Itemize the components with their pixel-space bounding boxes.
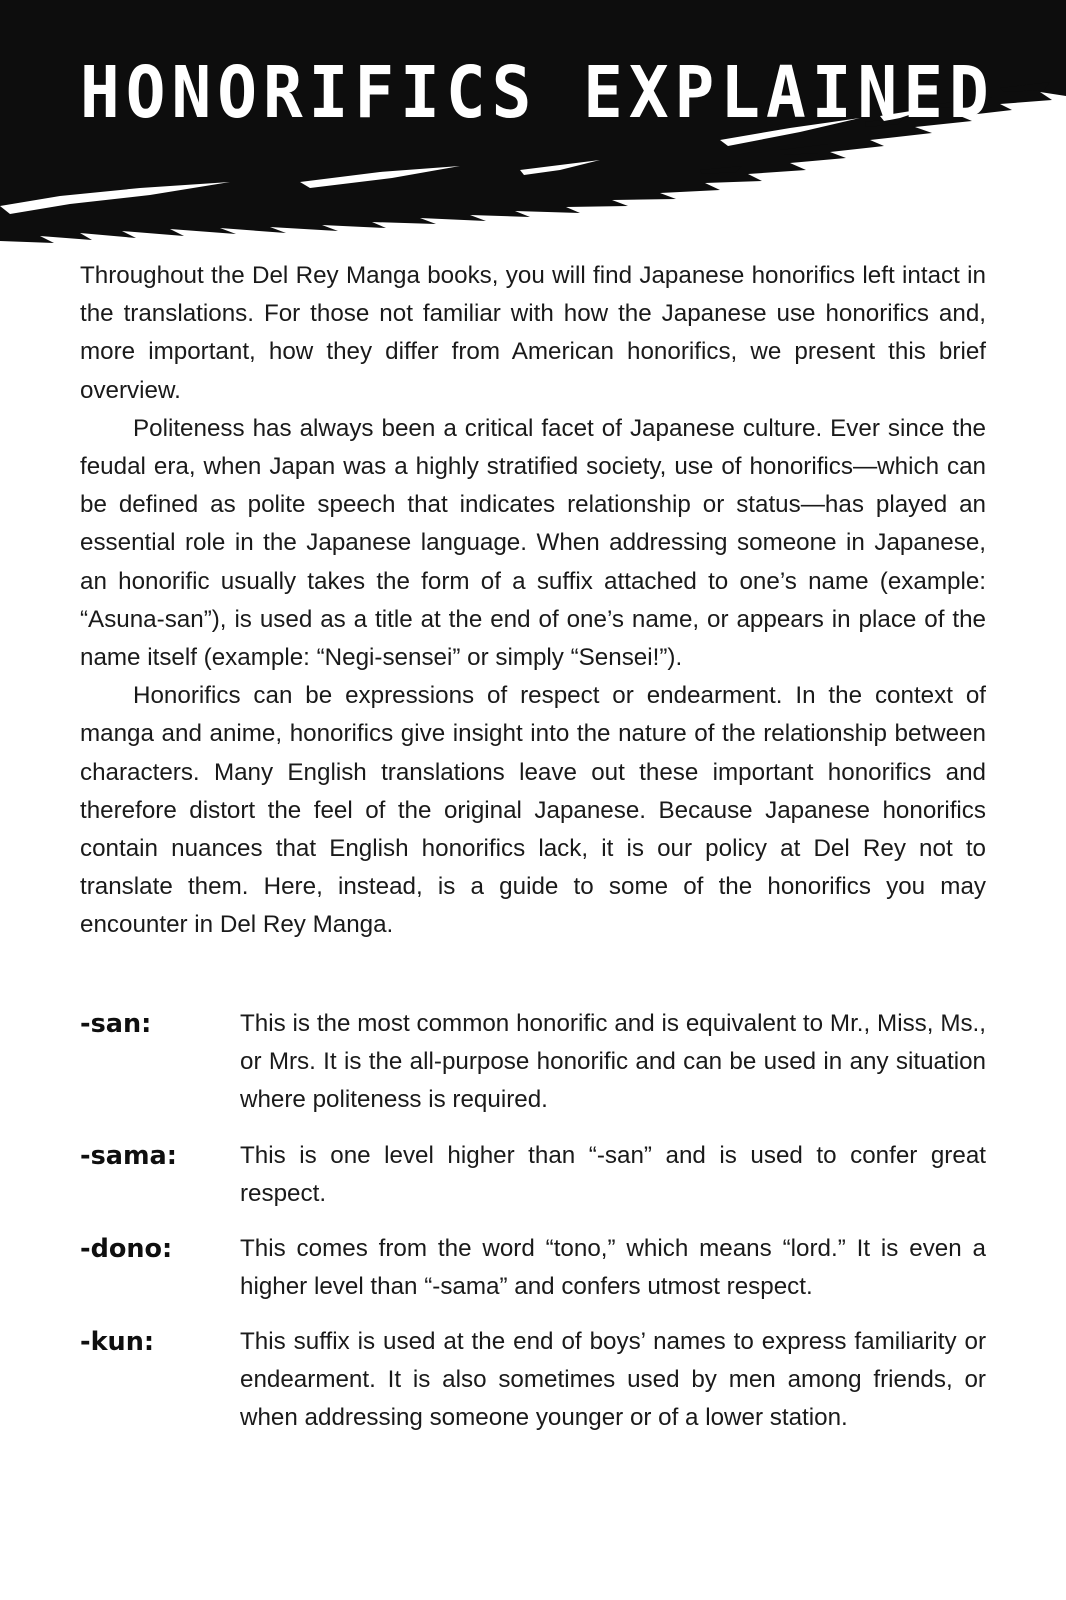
brush-stroke-banner bbox=[0, 0, 1066, 245]
intro-text bbox=[80, 257, 986, 945]
honorific-definition: This is one level higher than “-san” and is used to confer great respect. bbox=[240, 1142, 986, 1208]
honorific-term: -kun: bbox=[80, 1327, 155, 1357]
honorific-definition: This is the most common honorific and is equivalent to Mr., Miss, Ms., or Mrs. It is the all-purpose honorific and can be used in any situation where politeness is required. bbox=[240, 1010, 986, 1114]
honorific-term: -sama: bbox=[80, 1141, 177, 1171]
honorific-definition: This comes from the word “tono,” which means “lord.” It is even a higher level than “-sama” and confers utmost respect. bbox=[240, 1235, 986, 1301]
honorific-definition: This suffix is used at the end of boys’ names to express familiarity or endearment. It is also sometimes used by men among friends, or when addressing someone younger or of a lower station. bbox=[240, 1328, 986, 1432]
honorific-term: -dono: bbox=[80, 1234, 173, 1264]
intro-paragraph: Politeness has always been a critical facet of Japanese culture. Ever since the feudal era, when Japan was a highly stratified society, use of honorifics—which can be defined as polite speech that indicates relationship or status—has played an essential role in the Japanese language. When addressing someone in Japanese, an honorific usually takes the form of a suffix attached to one’s name (example: “Asuna-san”), is used as a title at the end of one’s name, or appears in place of the name itself (example: “Negi-sensei” or simply “Sensei!”). bbox=[80, 414, 986, 672]
page-title: HONORIFICS EXPLAINED bbox=[80, 50, 995, 135]
intro-paragraph: Throughout the Del Rey Manga books, you will find Japanese honorifics left intact in the translations. For those not familiar with how the Japanese use honorifics and, more important, how they differ from American honorifics, we present this brief overview. bbox=[80, 262, 986, 404]
intro-paragraph: Honorifics can be expressions of respect or endearment. In the context of manga and anime, honorifics give insight into the nature of the relationship between characters. Many English translations leave out these important honorifics and therefore distort the feel of the original Japanese. Because Japanese honorifics contain nuances that English honorifics lack, it is our policy at Del Rey not to translate them. Here, instead, is a guide to some of the honorifics you may encounter in Del Rey Manga. bbox=[80, 682, 986, 939]
honorific-term: -san: bbox=[80, 1009, 152, 1039]
